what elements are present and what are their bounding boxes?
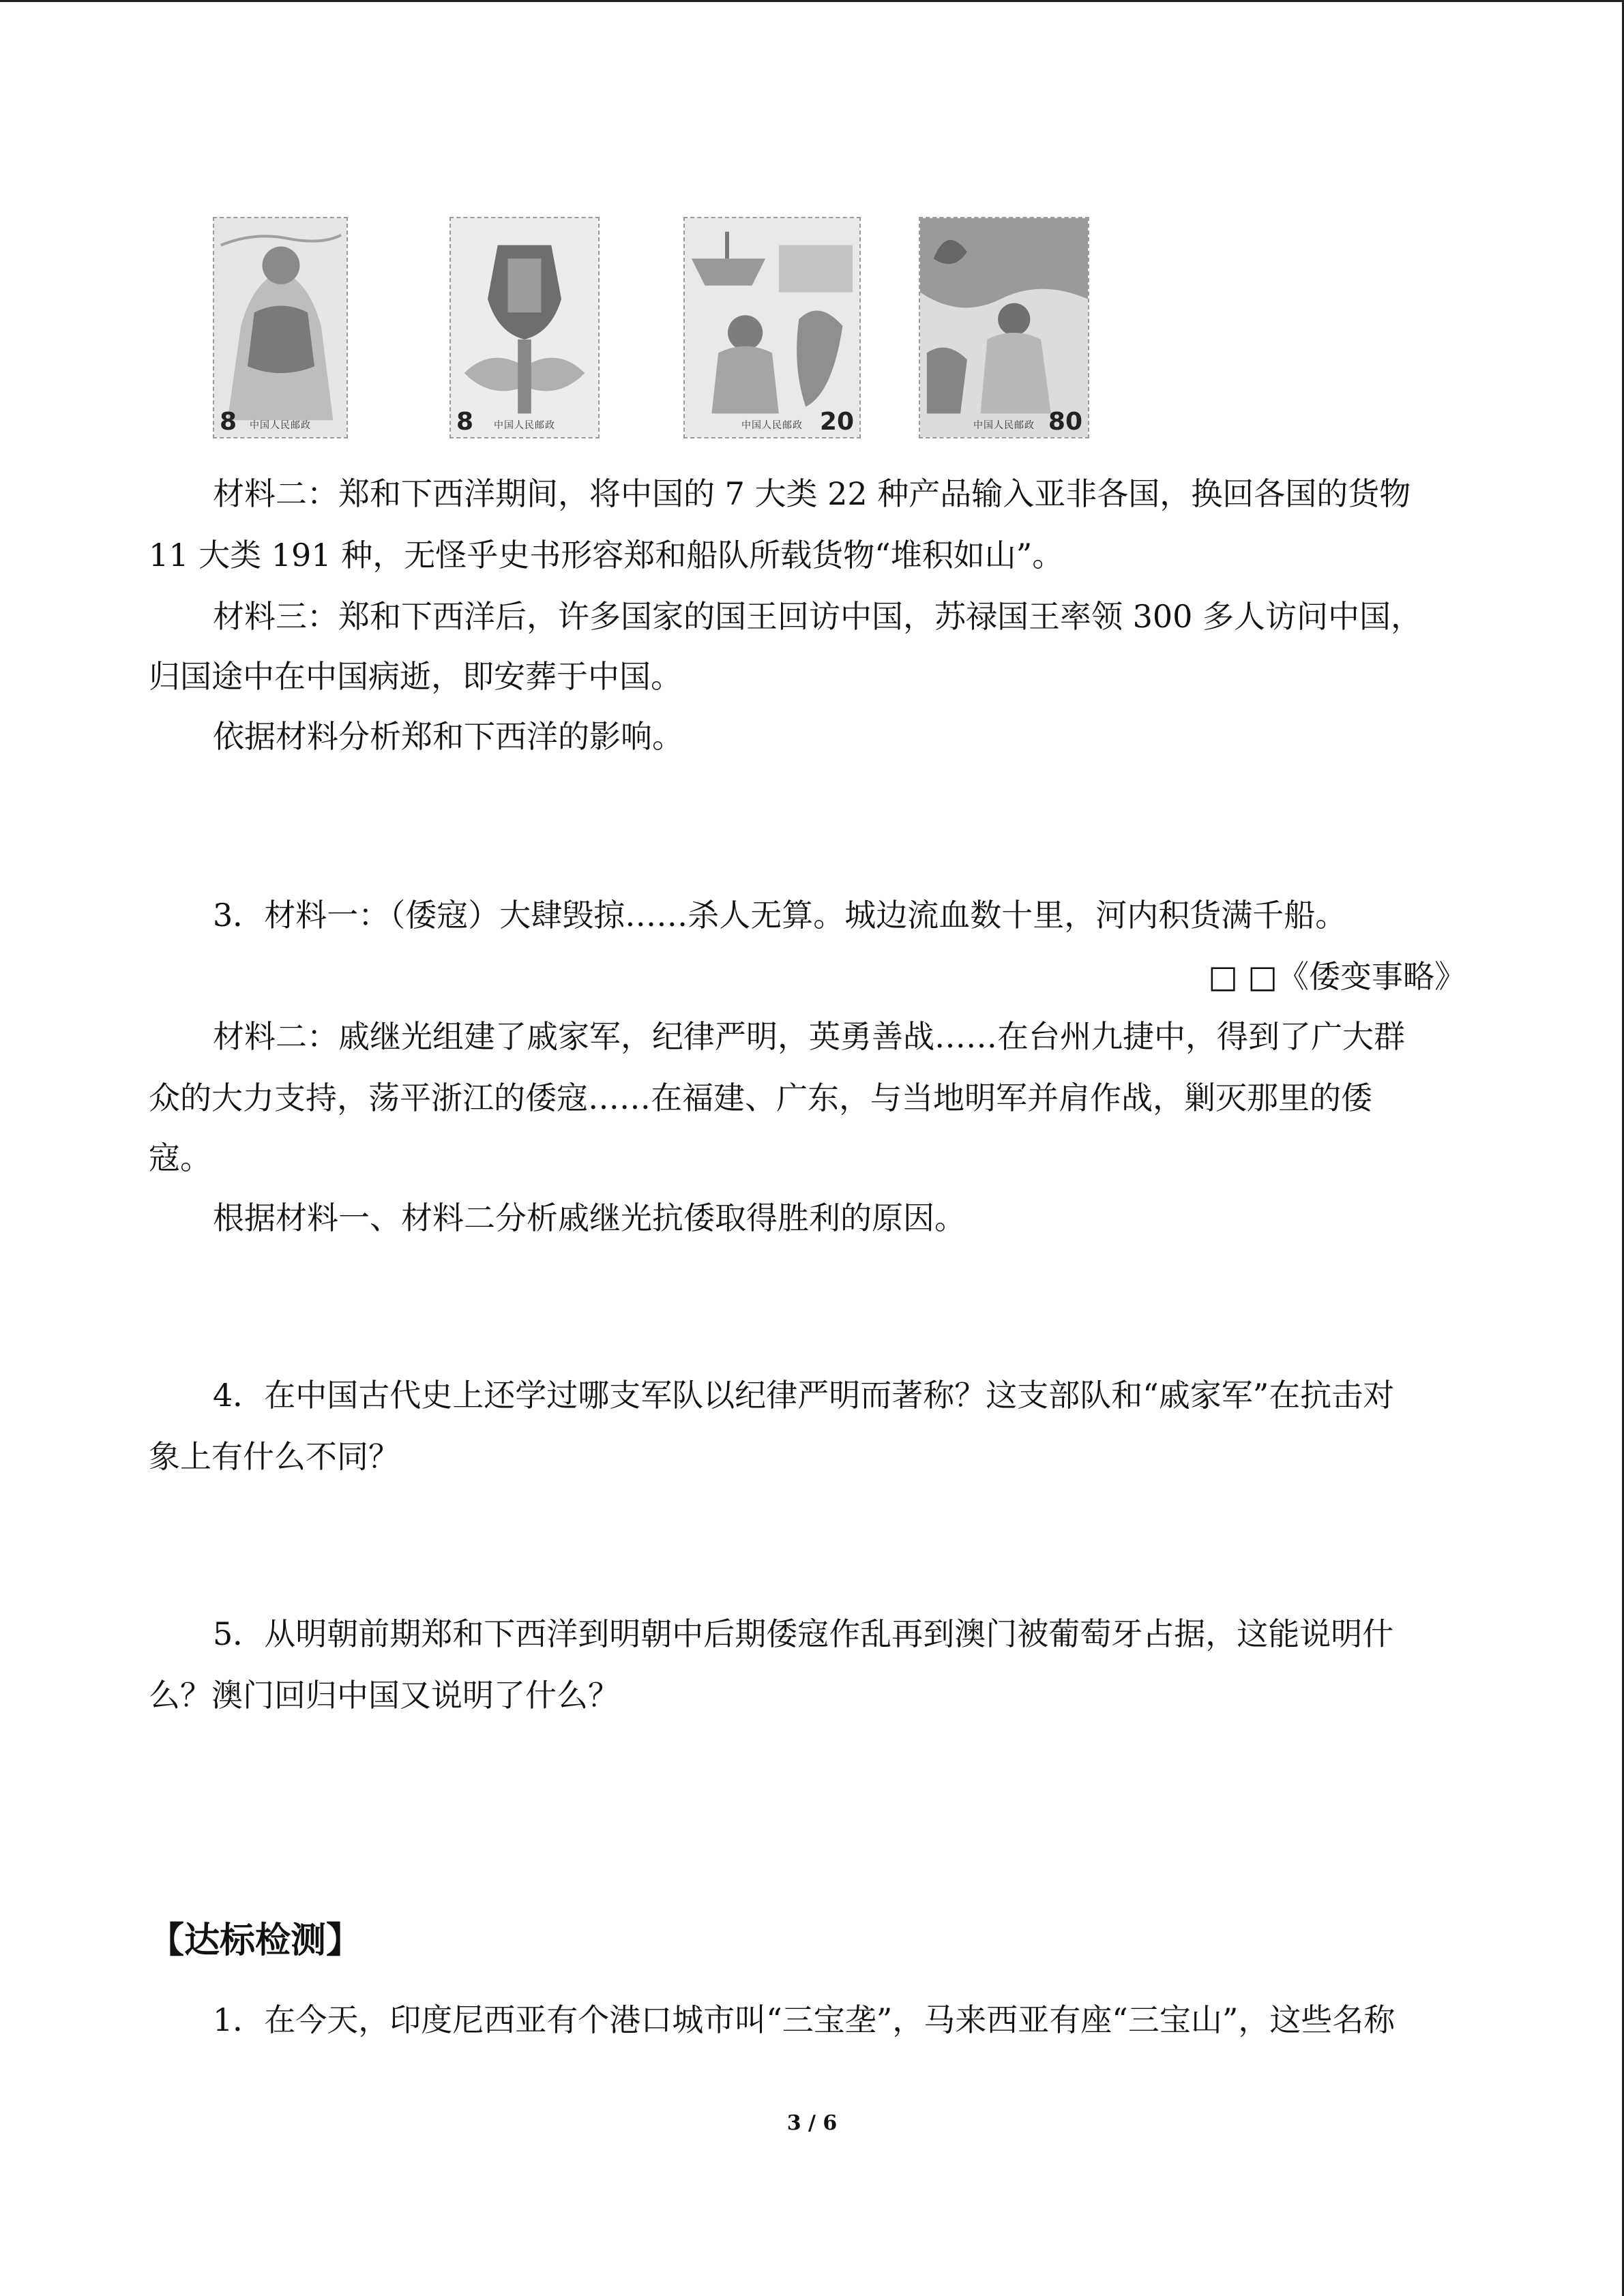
stamp-2-denomination: 8 xyxy=(456,408,474,436)
material-2-line-2: 11 大类 191 种，无怪乎史书形容郑和船队所载货物“堆积如山”。 xyxy=(149,537,1064,573)
question-3-prompt: 根据材料一、材料二分析戚继光抗倭取得胜利的原因。 xyxy=(213,1199,966,1236)
stamp-gallery xyxy=(213,217,1099,438)
stamp-3-illustration xyxy=(685,218,859,437)
stamp-3-post-text: 中国人民邮政 xyxy=(741,420,803,431)
question-4-line-1: 4．在中国古代史上还学过哪支军队以纪律严明而著称？这支部队和“戚家军”在抗击对 xyxy=(213,1377,1395,1414)
question-5-line-1: 5．从明朝前期郑和下西洋到明朝中后期倭寇作乱再到澳门被葡萄牙占据，这能说明什 xyxy=(213,1615,1394,1652)
stamp-3 xyxy=(683,217,861,438)
question-2-prompt: 依据材料分析郑和下西洋的影响。 xyxy=(213,718,683,755)
stamp-4-illustration xyxy=(920,218,1088,437)
page-number: 3 / 6 xyxy=(786,2111,838,2135)
stamp-1 xyxy=(213,217,348,438)
material-3-line-2: 归国途中在中国病逝，即安葬于中国。 xyxy=(149,658,682,695)
stamp-2 xyxy=(449,217,600,438)
stamp-4-denomination: 80 xyxy=(1048,408,1082,436)
question-3-material-2-line-2: 众的大力支持，荡平浙江的倭寇……在福建、广东，与当地明军并肩作战，剿灭那里的倭 xyxy=(149,1079,1372,1116)
stamp-3-denomination: 20 xyxy=(819,408,854,436)
question-3-line-1: 3．材料一：（倭寇）大肆毁掠……杀人无算。城边流血数十里，河内积货满千船。 xyxy=(213,897,1347,934)
stamp-1-illustration xyxy=(214,218,346,437)
stamp-2-illustration xyxy=(451,218,598,437)
stamp-2-post-text: 中国人民邮政 xyxy=(494,420,555,431)
section-heading: 【达标检测】 xyxy=(149,1920,362,1961)
question-3-source: □ □《倭变事略》 xyxy=(1208,958,1466,995)
stamp-1-post-text: 中国人民邮政 xyxy=(250,420,311,431)
page-border-top xyxy=(0,0,1624,2)
test-question-1-line-1: 1．在今天，印度尼西亚有个港口城市叫“三宝垄”，马来西亚有座“三宝山”，这些名称 xyxy=(213,2001,1396,2038)
question-3-material-2-line-3: 寇。 xyxy=(149,1139,211,1176)
stamp-4 xyxy=(919,217,1089,438)
question-3-material-2-line-1: 材料二：戚继光组建了戚家军，纪律严明，英勇善战……在台州九捷中，得到了广大群 xyxy=(213,1018,1405,1055)
material-2-line-1: 材料二：郑和下西洋期间，将中国的 7 大类 22 种产品输入亚非各国，换回各国的货物 xyxy=(213,475,1411,512)
stamp-1-denomination: 8 xyxy=(220,408,237,436)
stamp-4-post-text: 中国人民邮政 xyxy=(973,420,1035,431)
question-5-line-2: 么？澳门回归中国又说明了什么？ xyxy=(149,1677,619,1714)
material-3-line-1: 材料三：郑和下西洋后，许多国家的国王回访中国，苏禄国王率领 300 多人访问中国， xyxy=(213,598,1423,635)
question-4-line-2: 象上有什么不同？ xyxy=(149,1438,400,1475)
